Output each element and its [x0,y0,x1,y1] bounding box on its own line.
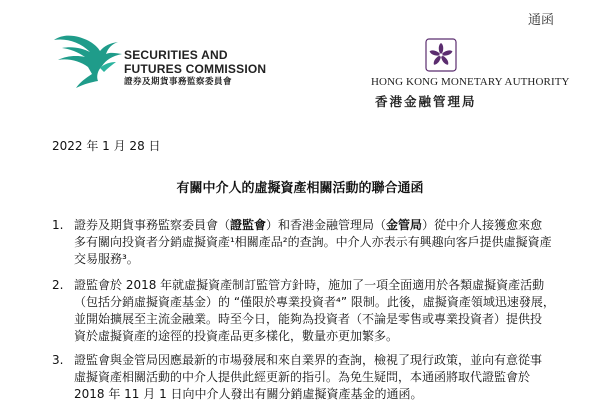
paragraph-text [74,352,552,403]
hkma-logo [371,38,570,112]
paragraph-line: 證監會與金管局因應最新的市場發展和來自業界的查詢，檢視了現行政策，並向有意從事 [74,353,543,367]
paragraph-line: 2018 年 11 月 1 日向中介人發出有關分銷虛擬資產基金的通函。 [74,387,423,401]
sfc-bird-icon [52,34,132,90]
text-run: ）和香港金融管理局（ [266,218,387,232]
document-type-label: 通函 [527,13,554,28]
sfc-logo [52,34,362,94]
paragraph-text [74,277,555,345]
paragraph-line: （包括分銷虛擬資產基金）的 “僅限於專業投資者⁴” 限制。此後，虛擬資產領域迅速發展， [74,295,555,309]
hkma-emblem-icon [425,38,457,72]
paragraph-line [74,217,552,234]
paragraph-number: 3. [52,353,64,367]
paragraph-line: 多有關向投資者分銷虛擬資產¹相關產品²的查詢。中介人亦表示有興趣向客戶提供虛擬資產 [74,235,552,249]
paragraph-line: 資於虛擬資產的途徑的投資產品更多樣化，數量亦更加繁多。 [74,329,399,343]
sfc-name-chinese: 證券及期貨事務監察委員會 [124,76,233,86]
paragraph-line: 並開始擴展至主流金融業。時至今日，能夠為投資者（不論是零售或專業投資者）提供投 [74,312,543,326]
circular-title: 有關中介人的虛擬資產相關活動的聯合通函 [176,181,424,196]
paragraph-number: 2. [52,278,64,292]
paragraph-line: 虛擬資產相關活動的中介人提供此經更新的指引。為免生疑問，本通函將取代證監會於 [74,370,531,384]
sfc-name-line2: FUTURES COMMISSION [124,62,267,76]
circular-date: 2022 年 1 月 28 日 [52,139,161,153]
bold-term-sfc: 證監會 [230,218,267,232]
bold-term-hkma: 金管局 [386,218,423,232]
sfc-name-line1: SECURITIES AND [124,48,228,62]
text-run: 證券及期貨事務監察委員會（ [74,218,231,232]
paragraph-line: 交易服務³。 [74,252,139,266]
hkma-name-zh: 香港金融管理局 [375,94,477,109]
text-run: ）從中介人接獲愈來愈 [422,218,543,232]
paragraph-number: 1. [52,218,64,232]
paragraph-text [74,217,552,268]
hkma-name-en: HONG KONG MONETARY AUTHORITY [371,76,570,88]
paragraph-line: 證監會於 2018 年就虛擬資產制訂監管方針時，施加了一項全面適用於各類虛擬資產活動 [74,278,545,292]
